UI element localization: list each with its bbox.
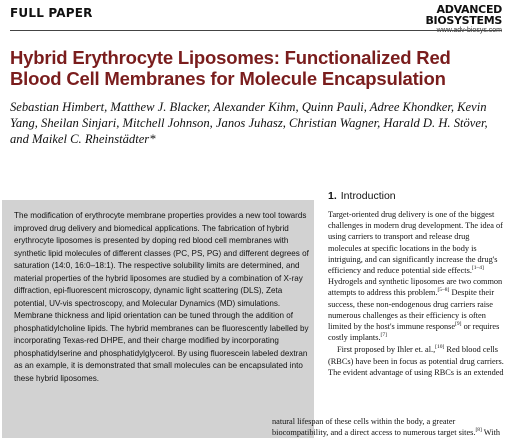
- citation: [10]: [435, 344, 445, 351]
- text-run: natural lifespan of these cells within the body, a greater biocompatibility, and a direct access to numerous target sites.: [272, 417, 476, 437]
- intro-paragraph-2-continued: [272, 416, 506, 438]
- abstract-box: [2, 200, 314, 438]
- intro-paragraph-2: [328, 344, 504, 378]
- logo-line-2: BIOSYSTEMS: [425, 14, 502, 27]
- introduction-column: [328, 209, 504, 378]
- text-run: Red blood cells (RBCs) have been in focus as potential drug carriers. The evident advantage of using RBCs is an extended: [328, 345, 504, 377]
- text-run: Despite their success, these non-endogenous drug carriers raise numerous challenges as their efficiency is often limited by the host's immune response: [328, 288, 495, 332]
- abstract-text: The modification of erythrocyte membrane properties provides a new tool towards improved drug delivery and biomedical applications. The fabrication of hybrid erythrocyte liposomes is presented by doping red blood cell membranes with synthetic lipid molecules of different classes (PC, PS, PG) and different degrees of saturation (14:0, 16:0–18:1). The respective solubility limits are determined, and material properties of the hybrid liposomes are studied by a combination of X-ray diffraction, epi-fluorescent microscopy, dynamic light scattering (DLS), Zeta potential, UV-vis spectroscopy, and Molecular Dynamics (MD) simulations. Membrane thickness and lipid orientation can be tuned through the addition of phosphatidylcholine lipids. The hybrid membranes can be fluorescently labelled by incorporating Texas-red DHPE, and their charge modified by incorporating phosphatidylserine and phosphatidylglycerol. By using fluorescein labeled dextran as an example, it is demonstrated that small molecules can be encapsulated into these hybrid liposomes.: [14, 211, 309, 383]
- citation: [5–8]: [437, 287, 450, 294]
- section-heading-introduction: [328, 190, 396, 202]
- paper-title: Hybrid Erythrocyte Liposomes: Functionalized Red Blood Cell Membranes for Molecule Encapsulation: [10, 47, 451, 89]
- intro-paragraph-1: [328, 209, 504, 343]
- citation: [7]: [380, 332, 387, 339]
- text-run: Hydrogels and synthetic liposomes are two common attempts to address this problem.: [328, 277, 503, 298]
- text-run: With: [481, 428, 501, 437]
- text-run: Target-oriented drug delivery is one of the biggest challenges in modern drug development. The idea of using carriers to transport and release drug molecules at specific locations in the body is intriguing, and can significantly increase the drug's efficiency and reduce potential side effects.: [328, 210, 503, 276]
- section-label: FULL PAPER: [10, 6, 93, 20]
- section-title: Introduction: [340, 190, 396, 202]
- author-list: Sebastian Himbert, Matthew J. Blacker, Alexander Kihm, Quinn Pauli, Adree Khondker, Kevin Yang, Sheilan Sinjari, Mitchell Johnson, Janos Juhasz, Christian Wagner, Harald D. H. Stöver, and Maikel C. Rheinstädter*: [10, 100, 488, 146]
- citation: [9]: [455, 321, 462, 328]
- header-divider: [10, 30, 502, 31]
- text-run: or requires costly implants.: [328, 322, 500, 343]
- logo-line-1: ADVANCED: [436, 3, 502, 16]
- citation: [1–4]: [471, 265, 484, 272]
- section-number: 1.: [328, 190, 337, 202]
- citation: [8]: [475, 427, 482, 434]
- text-run: First proposed by Ihler et. al.,: [337, 345, 436, 355]
